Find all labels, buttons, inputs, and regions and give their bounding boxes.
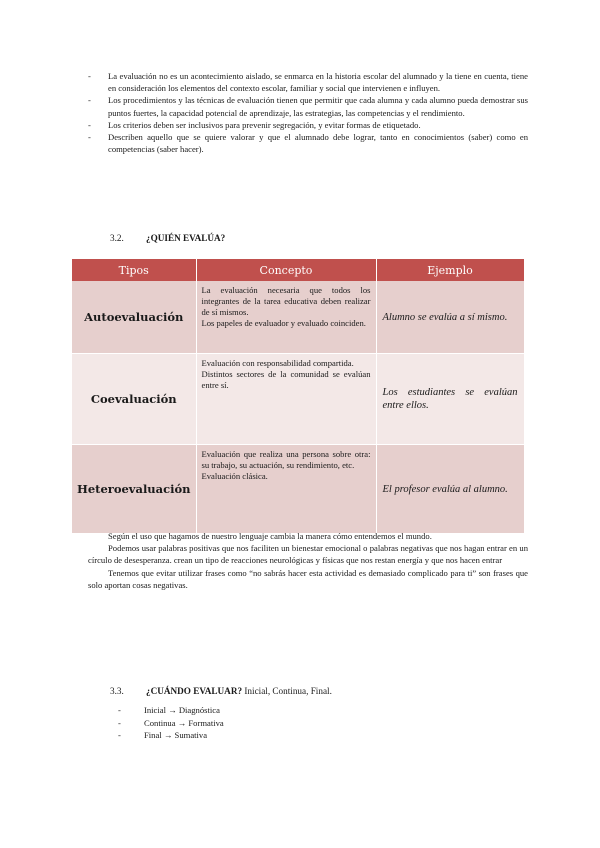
table-header-row bbox=[72, 259, 524, 281]
bullet-dash: - bbox=[88, 95, 91, 106]
paragraph: Tenemos que evitar utilizar frases como “no sabrás hacer esta actividad es demasiado complicado para ti” son frases que solo aportan cosas negativas. bbox=[88, 567, 528, 590]
list-item: - Describen aquello que se quiere valorar y que el alumnado debe lograr, tanto en conocimientos (saber) como en competencias (saber hacer). bbox=[88, 132, 528, 155]
bullet-dash: - bbox=[118, 730, 121, 740]
evaluation-types-table bbox=[72, 259, 525, 534]
list-item: - Inicial → Diagnóstica bbox=[118, 705, 220, 715]
cell-tipo: Coevaluación bbox=[72, 354, 196, 445]
section-number: 3.3. bbox=[110, 686, 124, 696]
bullet-dash: - bbox=[118, 705, 121, 715]
section-title-rest: Inicial, Continua, Final. bbox=[242, 686, 332, 696]
table-row bbox=[72, 354, 524, 445]
cell-ejemplo: Alumno se evalúa a sí mismo. bbox=[376, 281, 524, 354]
cell-ejemplo: El profesor evalúa al alumno. bbox=[376, 445, 524, 534]
header-concepto: Concepto bbox=[196, 259, 376, 281]
header-ejemplo: Ejemplo bbox=[376, 259, 524, 281]
paragraph: Podemos usar palabras positivas que nos faciliten un bienestar emocional o palabras negativas que nos hagan entrar en un círculo de desesperanza. crean un tipo de reacciones neurológicas y físicas que nos restan energía y que nos hacen entrar bbox=[88, 543, 528, 566]
list-item: - Final → Sumativa bbox=[118, 730, 208, 740]
cell-tipo: Heteroevaluación bbox=[72, 445, 196, 534]
cell-concepto: La evaluación necesaria que todos los integrantes de la tarea educativa deben realizar de sí mismos. Los papeles de evaluador y evaluado coinciden. bbox=[196, 281, 376, 354]
bullet-dash: - bbox=[88, 132, 91, 143]
list-item: - La evaluación no es un acontecimiento aislado, se enmarca en la historia escolar del alumnado y la tiene en cuenta, tiene en consideración los elementos del contexto escolar, familiar y social que intervienen e influyen. bbox=[88, 71, 528, 94]
criteria-bullet-list bbox=[88, 70, 528, 155]
bullet-dash: - bbox=[118, 717, 121, 728]
section-number: 3.2. bbox=[110, 233, 124, 243]
section-title: ¿QUIÉN EVALÚA? bbox=[146, 233, 226, 243]
paragraph: Según el uso que hagamos de nuestro lenguaje cambia la manera cómo entendemos el mundo. bbox=[108, 531, 432, 541]
cell-concepto: Evaluación que realiza una persona sobre otra: su trabajo, su actuación, su rendimiento, etc. Evaluación clásica. bbox=[196, 445, 376, 534]
list-item: - Los criterios deben ser inclusivos para prevenir segregación, y evitar formas de etiquetado. bbox=[88, 119, 421, 130]
list-item: - Continua → Formativa bbox=[118, 717, 224, 728]
table-row bbox=[72, 445, 524, 534]
bullet-dash: - bbox=[88, 71, 91, 81]
section-heading-when-evaluate bbox=[110, 686, 332, 696]
table-row bbox=[72, 281, 524, 354]
cell-ejemplo: Los estudiantes se evalúan entre ellos. bbox=[376, 354, 524, 445]
evaluation-stages-list bbox=[118, 704, 224, 742]
language-paragraphs bbox=[88, 530, 528, 591]
cell-concepto: Evaluación con responsabilidad compartida. Distintos sectores de la comunidad se evalúan entre sí. bbox=[196, 354, 376, 445]
section-title: ¿CUÁNDO EVALUAR? bbox=[146, 686, 243, 696]
section-heading-who-evaluates bbox=[110, 233, 225, 243]
header-tipos: Tipos bbox=[72, 259, 196, 281]
cell-tipo: Autoevaluación bbox=[72, 281, 196, 354]
list-item: - Los procedimientos y las técnicas de evaluación tienen que permitir que cada alumna y cada alumno pueda demostrar sus puntos fuertes, la capacidad potencial de aprendizaje, las estrategias, las competencias y el rendimiento. bbox=[88, 95, 528, 118]
bullet-dash: - bbox=[88, 119, 91, 130]
